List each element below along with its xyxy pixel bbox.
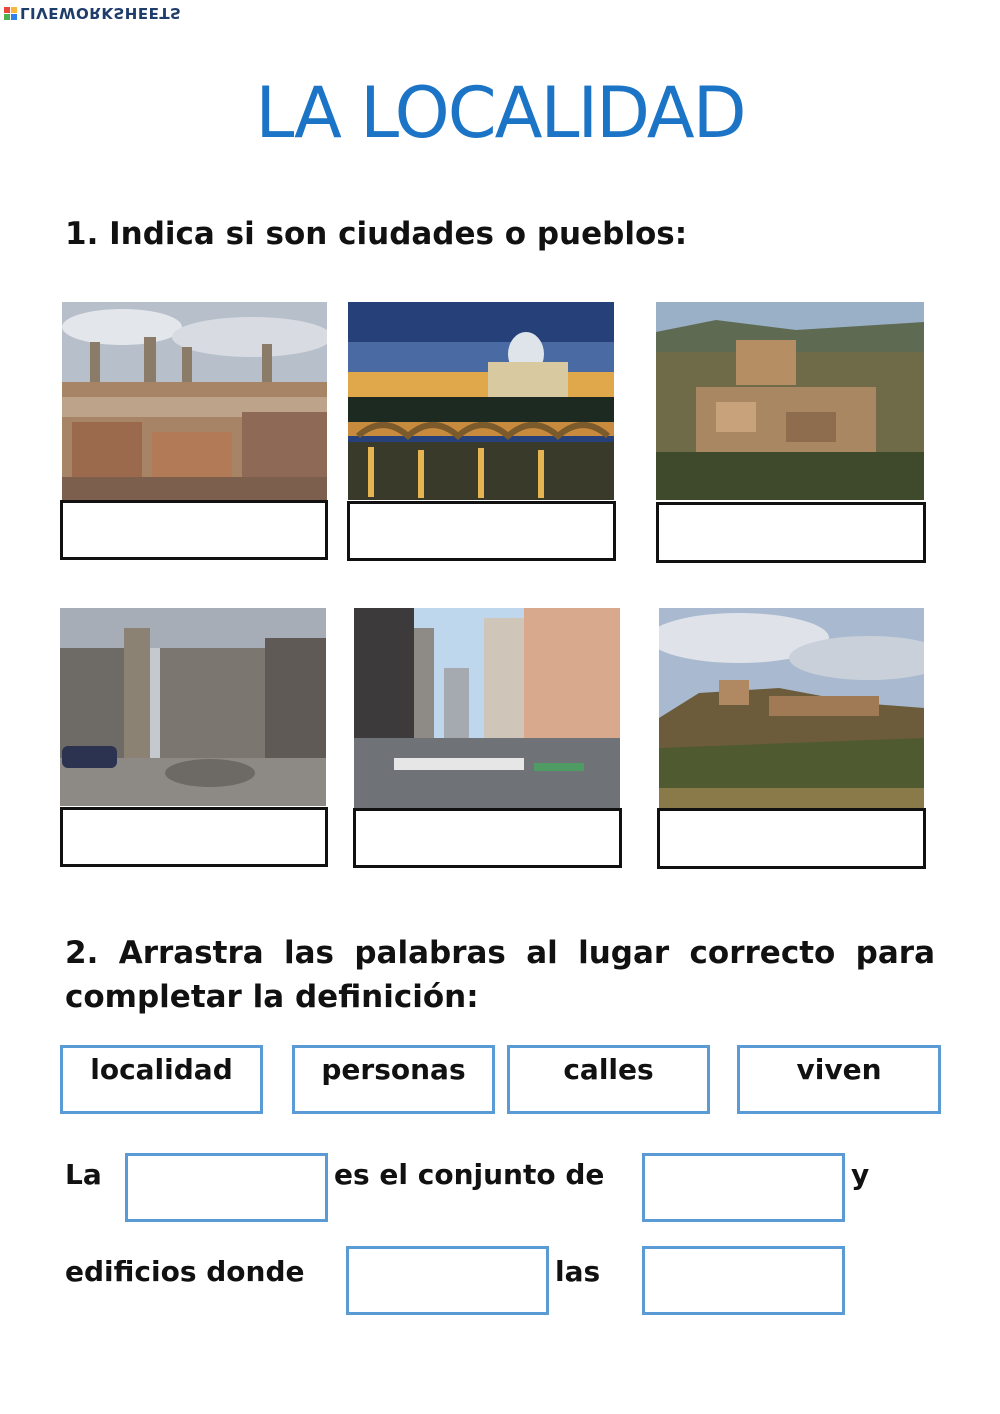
answer-box-3[interactable] [656, 502, 926, 563]
answer-box-1[interactable] [60, 500, 328, 560]
drop-blank-1[interactable] [125, 1153, 328, 1222]
brand-name: LIVEWORKSHEETS [20, 4, 182, 22]
answer-box-6[interactable] [657, 808, 926, 869]
sentence-text-las: las [555, 1255, 601, 1288]
sentence-text-edificios: edificios donde [65, 1255, 305, 1288]
page-title: LA LOCALIDAD [255, 72, 745, 154]
sentence-text-y: y [851, 1158, 870, 1191]
village-stone-square-photo [60, 608, 326, 806]
drop-blank-4[interactable] [642, 1246, 845, 1315]
sentence-text-conjunto: es el conjunto de [334, 1158, 605, 1191]
word-chip-localidad[interactable]: localidad [60, 1045, 263, 1114]
answer-box-2[interactable] [347, 501, 616, 561]
word-chip-viven[interactable]: viven [737, 1045, 941, 1114]
drop-blank-2[interactable] [642, 1153, 845, 1222]
answer-box-5[interactable] [353, 808, 622, 868]
sentence-text-la: La [65, 1158, 102, 1191]
exercise-1-heading: 1. Indica si son ciudades o pueblos: [65, 216, 688, 252]
drop-blank-3[interactable] [346, 1246, 549, 1315]
village-castle-hill-photo [656, 302, 924, 500]
word-chip-personas[interactable]: personas [292, 1045, 495, 1114]
word-chip-calles[interactable]: calles [507, 1045, 710, 1114]
brand-logo [4, 4, 181, 22]
city-cathedral-skyline-photo [62, 302, 327, 500]
answer-box-4[interactable] [60, 807, 328, 867]
village-hilltop-photo [659, 608, 924, 808]
logo-squares-icon [4, 7, 17, 20]
city-night-river-bridge-photo [348, 302, 614, 500]
exercise-2-heading: 2. Arrastra las palabras al lugar correcto para completar la definición: [65, 935, 935, 1015]
city-avenue-buildings-photo [354, 608, 620, 808]
